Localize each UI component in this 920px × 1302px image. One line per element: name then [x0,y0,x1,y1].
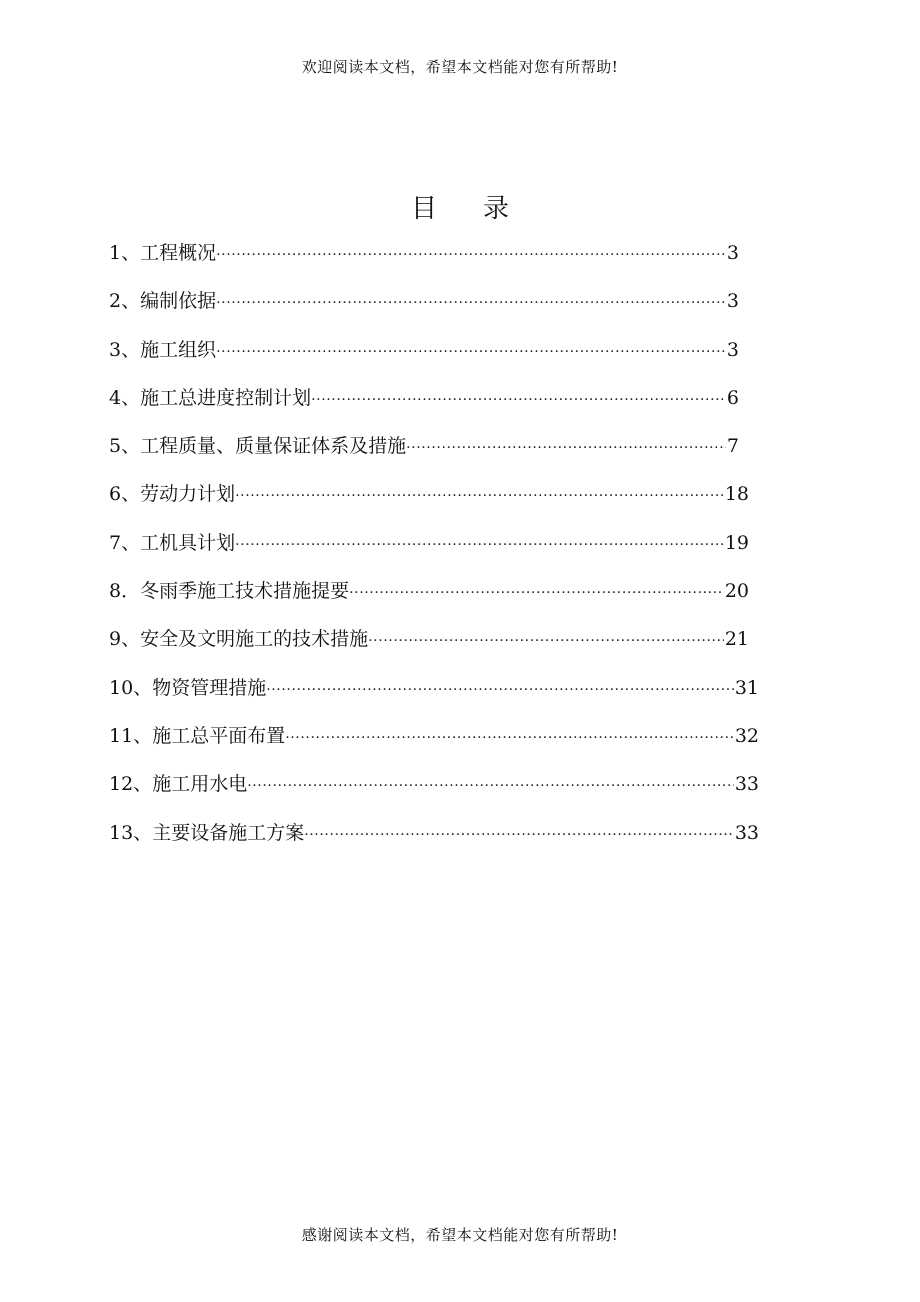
toc-entry-label: 编制依据 [140,290,217,313]
toc-entry-label: 施工总进度控制计划 [140,386,312,409]
toc-entry-label: 工程概况 [140,242,217,264]
toc-entry-label: 安全及文明施工的技术措施 [140,628,369,651]
toc-entry-7[interactable] [109,528,749,576]
toc-entry-1[interactable] [109,238,739,286]
toc-dot-leader [311,392,726,408]
toc-entry-page: 7 [726,435,739,458]
toc-dot-leader [266,682,734,698]
toc-dot-leader [216,295,726,311]
toc-entry-number: 1、 [109,242,141,264]
toc-entry-11[interactable] [109,721,759,769]
toc-entry-label: 工机具计划 [140,531,236,554]
toc-entry-12[interactable] [109,769,759,817]
toc-dot-leader [216,344,726,360]
toc-entry-page: 33 [734,821,759,844]
toc-entry-9[interactable] [109,624,749,672]
toc-entry-page: 3 [726,242,739,264]
toc-dot-leader [406,440,726,456]
toc-entry-number: 10、 [109,676,153,699]
toc-entry-number: 7、 [109,531,141,554]
toc-entry-page: 3 [726,290,739,313]
toc-entry-6[interactable] [109,479,749,527]
toc-entry-page: 6 [726,386,739,409]
toc-entry-label: 物资管理措施 [152,676,267,699]
toc-entry-number: 4、 [109,386,141,409]
toc-entry-label: 冬雨季施工技术措施提要 [140,580,350,603]
toc-entry-page: 21 [724,628,749,651]
toc-entry-number: 8． [109,580,141,603]
toc-entry-page: 33 [734,773,759,796]
toc-entry-label: 工程质量、质量保证体系及措施 [140,435,407,458]
toc-entry-10[interactable] [109,673,759,721]
toc-dot-leader [247,778,734,794]
toc-entry-number: 11、 [109,724,153,747]
toc-entry-label: 施工用水电 [152,773,248,796]
table-of-contents [109,238,769,866]
toc-dot-leader [368,633,724,649]
toc-entry-page: 20 [724,580,749,603]
toc-entry-label: 施工总平面布置 [152,724,286,747]
toc-title-char-1: 目 [410,194,437,224]
toc-entry-number: 13、 [109,821,153,844]
page-footer-note: 感谢阅读本文档，希望本文档能对您有所帮助! [301,1226,619,1244]
toc-entry-number: 2、 [109,290,141,313]
toc-entry-number: 5、 [109,435,141,458]
toc-entry-page: 32 [734,724,759,747]
toc-entry-5[interactable] [109,431,739,479]
toc-entry-number: 9、 [109,628,141,651]
toc-dot-leader [349,585,724,601]
toc-entry-number: 12、 [109,773,153,796]
toc-entry-page: 19 [724,531,749,554]
toc-entry-page: 3 [726,338,739,361]
toc-entry-2[interactable] [109,286,739,334]
toc-entry-page: 18 [724,483,749,506]
toc-dot-leader [285,730,734,746]
toc-entry-3[interactable] [109,335,739,383]
toc-title [0,188,920,225]
toc-entry-label: 主要设备施工方案 [152,821,305,844]
toc-entry-label: 劳动力计划 [140,483,236,506]
toc-dot-leader [216,247,726,263]
toc-dot-leader [304,827,734,843]
toc-entry-label: 施工组织 [140,338,217,361]
toc-entry-number: 6、 [109,483,141,506]
toc-entry-number: 3、 [109,338,141,361]
toc-dot-leader [235,537,724,553]
toc-entry-page: 31 [734,676,759,699]
toc-entry-4[interactable] [109,383,739,431]
page-header-note: 欢迎阅读本文档，希望本文档能对您有所帮助! [301,58,619,76]
toc-dot-leader [235,488,724,504]
toc-entry-8[interactable] [109,576,749,624]
toc-title-char-2: 录 [483,194,510,224]
toc-entry-13[interactable] [109,818,759,866]
